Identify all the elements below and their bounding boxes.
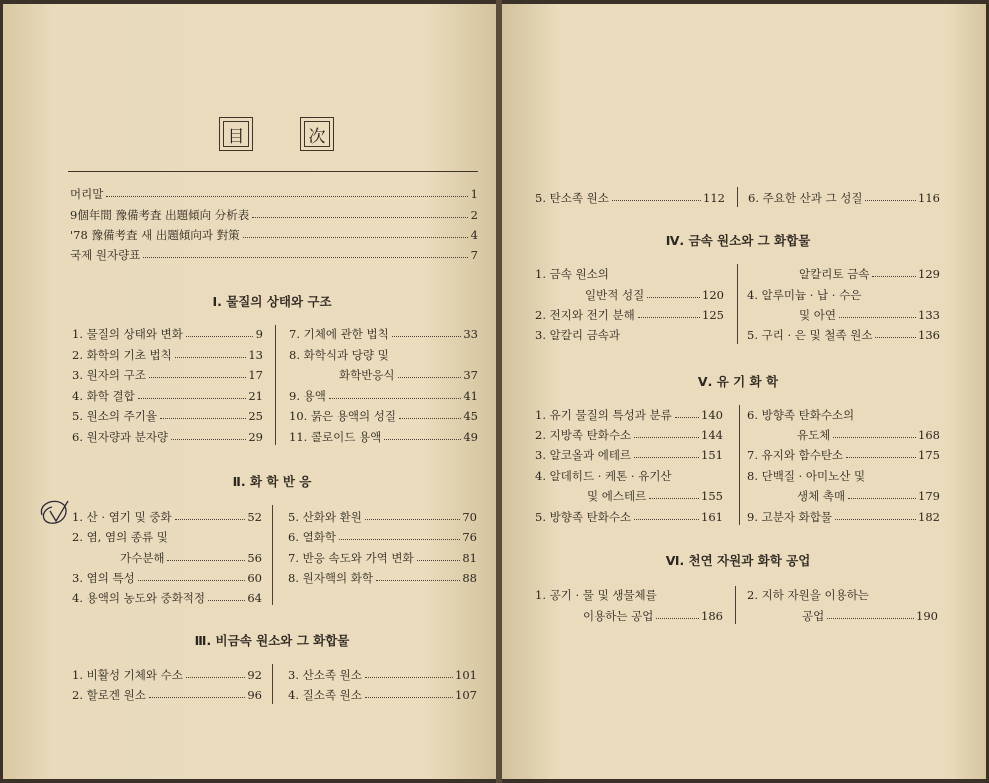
s2-left-item-0-leader [175,519,245,520]
s5-left-item-2-page: 151 [701,448,723,462]
s5-left-item-5-page: 161 [701,510,723,524]
s6-left-item-1-label: 이용하는 공업 [583,609,654,623]
s5-right-item-1-leader [833,437,916,438]
s2-left-item-2-page: 56 [247,551,262,565]
s4-left-item-1-label: 일반적 성질 [585,288,645,302]
s5-right-item-3-label: 8. 단백질 · 아미노산 및 [747,469,866,483]
s2-right-item-1-page: 76 [462,530,477,544]
section4-heading: Ⅳ. 금속 원소와 그 화합물 [665,233,811,248]
s1-right-item-2-label: 화학반응식 [339,368,395,382]
s4-right-item-2-label: 및 아연 [799,308,836,322]
s3-left-item-0-leader [186,677,245,678]
s1-right-item-0-label: 7. 기체에 관한 법칙 [289,327,389,341]
s5-right-item-4-label: 생체 촉매 [797,489,846,503]
top-row-right-leader [865,200,916,201]
s3-right-item-1-page: 107 [455,688,477,702]
section4-divider [737,264,738,344]
s1-right-item-2-page: 37 [463,368,478,382]
front-matter-item-1-label: 9個年間 豫備考査 出題傾向 分析表 [70,208,250,222]
s1-left-item-2-label: 3. 원자의 구조 [72,368,146,382]
top-row-left-leader [612,200,701,201]
s6-right-item-1-label: 공업 [802,609,825,623]
s5-left-item-4-page: 155 [701,489,723,503]
s5-left-item-1-label: 2. 지방족 탄화수소 [535,428,632,442]
s2-right-item-0-label: 5. 산화와 환원 [288,510,362,524]
section5-divider [739,405,740,525]
s6-right-item-1-leader [827,618,914,619]
s2-left-item-1-label: 2. 염, 염의 종류 및 [72,530,168,544]
s4-right-item-0-leader [872,276,916,277]
front-matter-item-3-leader [143,257,468,258]
s1-right-item-2-leader [398,377,461,378]
s5-right-item-1-page: 168 [918,428,940,442]
s5-left-item-2-label: 3. 알코올과 에테르 [535,448,632,462]
title-box-1 [219,117,253,151]
s2-right-item-1-label: 6. 열화학 [288,530,336,544]
s1-right-item-4-leader [399,418,461,419]
s1-left-item-1-page: 13 [248,348,263,362]
s2-right-item-0-page: 70 [462,510,477,524]
s4-right-item-3-label: 5. 구리 · 은 및 철족 원소 [747,328,873,342]
s1-left-item-3-leader [138,398,246,399]
s1-left-item-2-page: 17 [248,368,263,382]
title-char-1: 目 [227,126,245,147]
s3-right-item-0-leader [365,677,453,678]
s5-left-item-5-leader [634,519,699,520]
s2-right-item-1-leader [339,539,460,540]
s4-right-item-0-label: 알칼리토 금속 [799,267,870,281]
s4-right-item-2-page: 133 [918,308,940,322]
book-gutter [496,0,502,783]
s1-left-item-4-leader [160,418,246,419]
s2-right-item-3-leader [376,580,460,581]
s4-right-item-3-leader [875,337,916,338]
top-row-left-page: 112 [703,191,725,205]
s2-left-item-2-label: 가수분해 [120,551,165,565]
s4-right-item-3-page: 136 [918,328,940,342]
s5-right-item-2-leader [846,457,916,458]
front-matter-item-3-page: 7 [470,248,478,262]
s3-right-item-0-label: 3. 산소족 원소 [288,668,362,682]
s4-right-item-0-page: 129 [918,267,940,281]
s5-right-item-5-label: 9. 고분자 화합물 [747,510,832,524]
s2-right-item-0-leader [365,519,460,520]
s5-left-item-2-leader [634,457,699,458]
s1-right-item-0-page: 33 [463,327,478,341]
s1-right-item-4-label: 10. 묽은 용액의 성질 [289,409,397,423]
section3-heading: Ⅲ. 비금속 원소와 그 화합물 [194,633,350,648]
section6-heading: Ⅵ. 천연 자원과 화학 공업 [665,553,811,568]
s5-left-item-0-page: 140 [701,408,723,422]
s5-right-item-2-label: 7. 유지와 함수탄소 [747,448,844,462]
s5-left-item-0-label: 1. 유기 물질의 특성과 분류 [535,408,672,422]
s2-right-item-3-label: 8. 원자핵의 화학 [288,571,373,585]
s5-right-item-4-leader [848,498,916,499]
s5-left-item-5-label: 5. 방향족 탄화수소 [535,510,632,524]
s5-right-item-4-page: 179 [918,489,940,503]
front-matter-item-0-page: 1 [470,187,478,201]
s1-right-item-3-page: 41 [463,389,478,403]
s3-right-item-1-leader [365,697,453,698]
top-row-right-page: 116 [918,191,940,205]
title-char-2: 次 [308,126,326,147]
s2-left-item-0-page: 52 [247,510,262,524]
s2-right-item-3-page: 88 [462,571,477,585]
s2-left-item-3-page: 60 [247,571,262,585]
s5-left-item-4-label: 및 에스테르 [587,489,647,503]
front-matter-item-1-leader [252,217,468,218]
s3-right-item-0-page: 101 [455,668,477,682]
s5-right-item-5-leader [835,519,916,520]
front-matter-item-2-leader [243,237,468,238]
s2-left-item-4-label: 4. 용액의 농도와 중화적정 [72,591,206,605]
s5-left-item-0-leader [675,417,699,418]
s1-right-item-0-leader [392,336,461,337]
s6-right-item-1-page: 190 [916,609,938,623]
section2-heading: Ⅱ. 화 학 반 응 [232,474,312,489]
s5-right-item-0-label: 6. 방향족 탄화수소의 [747,408,855,422]
s1-right-item-3-leader [329,398,461,399]
s4-right-item-1-label: 4. 알루미늄 · 납 · 수은 [747,288,862,302]
section3-divider [272,664,273,704]
handwritten-check-icon [36,495,76,529]
s4-left-item-2-page: 125 [702,308,724,322]
s4-left-item-1-page: 120 [702,288,724,302]
front-matter-item-3-label: 국제 원자량표 [70,248,141,262]
s2-left-item-4-leader [208,600,245,601]
title-box-2 [300,117,334,151]
s6-right-item-0-label: 2. 지하 자원을 이용하는 [747,588,869,602]
front-matter-item-0-label: 머리말 [70,187,104,201]
s1-right-item-1-label: 8. 화학식과 당량 및 [289,348,389,362]
s1-right-item-5-leader [384,439,461,440]
s4-left-item-0-label: 1. 금속 원소의 [535,267,609,281]
s1-left-item-1-label: 2. 화학의 기초 법칙 [72,348,172,362]
top-row-right-label: 6. 주요한 산과 그 성질 [748,191,863,205]
s1-left-item-5-label: 6. 원자량과 분자량 [72,430,169,444]
s4-left-item-1-leader [647,297,700,298]
title-rule [68,171,478,172]
s4-left-item-2-leader [638,317,700,318]
s6-left-item-1-leader [656,618,699,619]
s2-right-item-2-label: 7. 반응 속도와 가역 변화 [288,551,414,565]
s3-left-item-1-page: 96 [247,688,262,702]
s3-left-item-0-page: 92 [247,668,262,682]
front-matter-item-2-page: 4 [470,228,478,242]
section1-divider [275,325,276,445]
s5-right-item-2-page: 175 [918,448,940,462]
s2-left-item-3-label: 3. 염의 특성 [72,571,135,585]
s1-left-item-3-label: 4. 화학 결합 [72,389,135,403]
s1-left-item-2-leader [149,377,246,378]
s6-left-item-0-label: 1. 공기 · 물 및 생물체를 [535,588,657,602]
top-row-left-label: 5. 탄소족 원소 [535,191,609,205]
s1-left-item-1-leader [175,357,246,358]
section2-divider [272,505,273,605]
s1-left-item-0-page: 9 [255,327,263,341]
s5-left-item-4-leader [649,498,699,499]
s4-left-item-2-label: 2. 전지와 전기 분해 [535,308,635,322]
top-row-divider [737,187,738,207]
s1-left-item-3-page: 21 [248,389,263,403]
s1-right-item-5-page: 49 [463,430,478,444]
s5-left-item-1-page: 144 [701,428,723,442]
s1-left-item-5-leader [171,439,246,440]
s1-left-item-5-page: 29 [248,430,263,444]
s1-right-item-4-page: 45 [463,409,478,423]
front-matter-item-2-label: '78 豫備考査 새 出題傾向과 對策 [70,228,240,242]
s3-left-item-0-label: 1. 비활성 기체와 수소 [72,668,183,682]
s2-right-item-2-page: 81 [462,551,477,565]
s2-left-item-3-leader [138,580,245,581]
s5-right-item-1-label: 유도체 [797,428,831,442]
section5-heading: Ⅴ. 유 기 화 학 [697,374,779,389]
s3-right-item-1-label: 4. 질소족 원소 [288,688,362,702]
section1-heading: Ⅰ. 물질의 상태와 구조 [212,294,332,309]
s1-left-item-4-page: 25 [248,409,263,423]
s5-right-item-5-page: 182 [918,510,940,524]
front-matter-item-0-leader [106,196,468,197]
right-page [500,4,986,779]
s2-right-item-2-leader [417,560,460,561]
front-matter-item-1-page: 2 [470,208,478,222]
s3-left-item-1-label: 2. 할로겐 원소 [72,688,146,702]
s1-left-item-0-label: 1. 물질의 상태와 변화 [72,327,183,341]
s5-left-item-1-leader [634,437,699,438]
s4-left-item-3-label: 3. 알칼리 금속과 [535,328,620,342]
s1-left-item-0-leader [186,336,253,337]
section6-divider [735,586,736,624]
s5-left-item-3-label: 4. 알데히드 · 케톤 · 유기산 [535,469,672,483]
s4-right-item-2-leader [839,317,916,318]
s3-left-item-1-leader [149,697,245,698]
s1-left-item-4-label: 5. 원소의 주기율 [72,409,157,423]
s1-right-item-3-label: 9. 용액 [289,389,326,403]
s2-left-item-2-leader [167,560,245,561]
s2-left-item-4-page: 64 [247,591,262,605]
s2-left-item-0-label: 1. 산 · 염기 및 중화 [72,510,172,524]
s1-right-item-5-label: 11. 콜로이드 용액 [289,430,382,444]
s6-left-item-1-page: 186 [701,609,723,623]
